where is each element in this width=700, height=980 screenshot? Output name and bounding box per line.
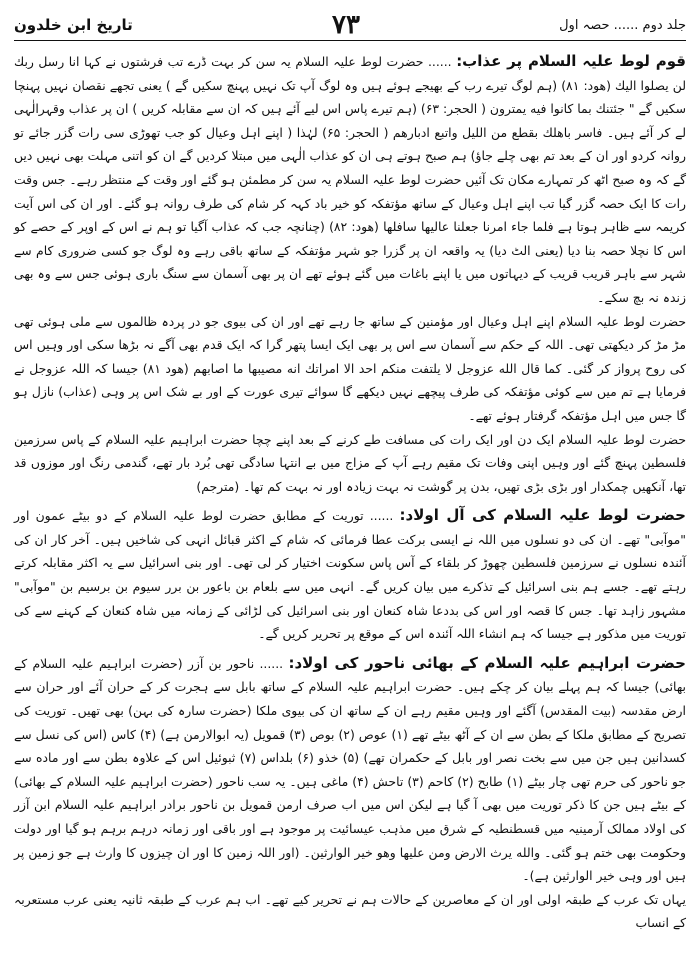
paragraph-text: ...... ناحور بن آزر (حضرت ابراہیم علیہ السلام کے بھائی) جیسا کہ ہم پہلے بیان کر چکے ہیں۔ حضرت ابراہیم علیہ السلام کے ساتھ بابل سے ہجرت کر کے حران آئے اور حران سے ارض مقدسہ (بیت المقدس) آگئے اور وہیں مقیم رہے ان کے ساتھ ان کی بیوی ملکا (حضرت سارہ کی بہن) بھی تھیں۔ توریت کی تصریح کے مطابق ملکا کے بطن سے ان کے آٹھ بیٹے تھے (۱) عوص (۲) بوص (۳) قمویل (یہ ابوالارمن ہے) (۴) کاس (اس کی نسل سے کسدانین ہیں جن میں سے بخت نصر اور بابل کے حکمران تھے) (۵) خذو (۶) بلداس (۷) ثبوئیل اس کے علاوہ بطن سے اور ماده سے جو ناحور کی حرم تھی چار بیٹے (۱) طابح (۲) کاحم (۳) تاحش (۴) ماغی ہیں۔ یہ سب ناحور (حضرت ابراہیم علیہ السلام کے بھائی) کے بیٹے ہیں جن کا ذکر توریت میں بھی آ گیا ہے لیکن اس میں اب صرف ارمن قمویل بن ناحور برادر ابراہیم علیہ السلام ابن آزر کی اولاد ممالک آرمینیہ میں قسطنطیہ کے شرق میں مذہب عیسائیت پر موجود ہے اور باقی اور زمانہ درہم برہم ہو گیا اور دولت وحکومت بھی ختم ہو گئی۔ والله يرث الارض ومن عليها وهو خير الوارثين۔ (اور اللہ زمین کا اور ان چیزوں کا وارث ہے جو زمین پر ہیں اور وہی خیر الوارثین ہے)۔ — [14, 655, 687, 884]
volume-label: جلد دوم ...... حصہ اول — [559, 17, 686, 33]
page-body — [14, 50, 686, 972]
book-title: تاریخ ابن خلدون — [14, 16, 133, 34]
paragraph — [14, 428, 686, 499]
section-heading: حضرت لوط علیہ السلام کی آل اولاد: — [399, 506, 686, 525]
page-number: ۷۳ — [331, 10, 360, 40]
paragraph — [14, 888, 686, 935]
paragraph-text: حضرت لوط علیہ السلام اپنے اہل وعیال اور مؤمنین کے ساتھ جا رہے تھے اور ان کی بیوی جو در پردہ ظالموں سے ملی ہوئی تھی مڑ مڑ کر دیکھتی تھی۔ اللہ کے حکم سے آسمان سے اس پر بھی ایک ایسا پتھر گرا کہ ایک قدم بھی آگے نہ بڑھا سکی اور وہیں اس کی روح پرواز کر گئی۔ کما قال الله عزوجل لا یلتفت منکم احد الا امراتك انه مصيبها ما اصابهم (ھود ۸۱) جیسا کہ اللہ عزوجل نے فرمایا ہے تم میں سے کوئی مؤتفکہ کی طرف پیچھے نہیں دیکھے گا سوائے تیری عورت کے اور بے شک اس پر وہی (عذاب) نازل ہو گا جس میں اہل مؤتفکہ گرفتار ہوئے تھے۔ — [14, 313, 686, 423]
paragraph-text: ...... توریت کے مطابق حضرت لوط علیہ السلام کے دو بیٹے عمون اور "موآبی" تھے۔ ان کی دو نسلوں میں اللہ نے ایسی برکت عطا فرمائی کہ شام کے اکثر قبائل انہی کی شاخیں ہیں۔ آخر کار ان کی آئندہ نسلوں نے سرزمین فلسطین چھوڑ کر بلقاء کے آس پاس سکونت اختیار کر لی تھی۔ اور بنی اسرائیل سے یہ اکثر مقابلہ کرتے رہتے تھے۔ جسے ہم بنی اسرائیل کے تذکرے میں بیان کریں گے۔ انہی میں سے بلعام بن باعور بن برر سیوم بن برسیم بن "موآبی" مشہور زاہد تھا۔ جس کا قصہ اور اس کی بددعا شاہ کنعان اور بنی اسرائیل کی لڑائی کے زمانہ میں شاہ کنعان کے کہنے سے کی توریت میں مذکور ہے جیسا کہ ہم انشاء اللہ آئندہ اس کے موقع پر تحریر کریں گے۔ — [14, 508, 686, 642]
page-header — [14, 10, 686, 41]
paragraph-text: ...... حضرت لوط علیہ السلام یہ سن کر بہت ڈرے تب فرشتوں نے کہا انا رسل ربك لن یصلوا الیك (ھود: ۸۱) (ہم لوگ تیرے رب کے بھیجے ہوئے ہیں وہ لوگ آپ تک نہیں پہنچ سکیں گے ) یعنی تجھے نقصان نہیں پہنچا سکیں گے " جئتنك بما كانوا فيه يمترون ( الحجر: ۶۳) (ہم تیرے پاس اس لیے آئے ہیں کہ ان سے مقابلہ کریں ) ان پر عذاب وقہرالٰہی لے کر آئے ہیں۔ فاسر باهلك بقطع من الليل واتبع ادبارهم ( الحجر: ۶۵) لہٰذا ( اپنے اہل وعیال کو جب تھوڑی سی رات گزر جائے تو روانہ کردو اور ان کے بعد تم بھی چلے جاؤ) ہم صبح ہوتے ہی ان کو عذاب الٰہی میں مبتلا کردیں گے ان کو اتنی مہلت بھی نہیں دیں گے کہ وہ صبح اٹھ کر تمہارے مکان تک آئیں حضرت لوط علیہ السلام یہ سن کر مطمئن ہو گئے اور وقت کے منتظر رہے۔ جس وقت رات کا ایک حصہ گزر گیا تب اپنے اہل وعیال کے ساتھ مؤتفکہ کو خیر باد کہہ کر شام کی طرف روانہ ہو گئے۔ اور ان کی اس آیت کریمہ سے ظاہر ہوتا ہے فلما جاء امرنا جعلنا عاليها سافلها (ھود: ۸۲) (چنانچہ جب کہ عذاب آگیا تو ہم نے اس کے اوپر کے حصے کو اس کا نچلا حصہ بنا دیا (یعنی الٹ دیا) یہ واقعہ ان پر گزرا جو شہر مؤتفکہ کے ساتھ باقی رہے وہ لوگ جو کسی ضروری کام سے شہر سے باہر قریب قریب کے دیہاتوں میں یا اپنے باغات میں گئے ہوئے تھے ان پر بھی آسمان سے سنگ باری ہوئی جس سے وہ بھی زندہ نہ بچ سکے۔ — [14, 54, 686, 305]
paragraph — [14, 310, 686, 428]
section-heading: حضرت ابراہیم علیہ السلام کے بھائی ناحور کی اولاد: — [288, 653, 686, 672]
paragraph — [14, 652, 686, 888]
paragraph-text: یہاں تک عرب کے طبقہ اولی اور ان کے معاصرین کے حالات ہم نے تحریر کیے تھے۔ اب ہم عرب کے طبقہ ثانیہ یعنی عرب مستعربہ کے انساب — [14, 891, 686, 931]
section-heading: قوم لوط علیہ السلام پر عذاب: — [456, 52, 686, 70]
paragraph — [14, 50, 686, 310]
paragraph — [14, 504, 686, 646]
paragraph-text: حضرت لوط علیہ السلام ایک دن اور ایک رات کی مسافت طے کرنے کے بعد اپنے چچا حضرت ابراہیم علیہ السلام کے پاس سرزمین فلسطین پہنچ گئے اور وہیں اپنی وفات تک مقیم رہے آپ کے مزاج میں بے انتہا سادگی تھی بُرد بار تھے، گندمی رنگ اور موزوں قد تھا، آنکھیں چمکدار اور بڑی بڑی تھیں، بدن پر گوشت نہ بہت زیادہ اور نہ بہت کم تھا۔ (مترجم) — [14, 431, 686, 494]
